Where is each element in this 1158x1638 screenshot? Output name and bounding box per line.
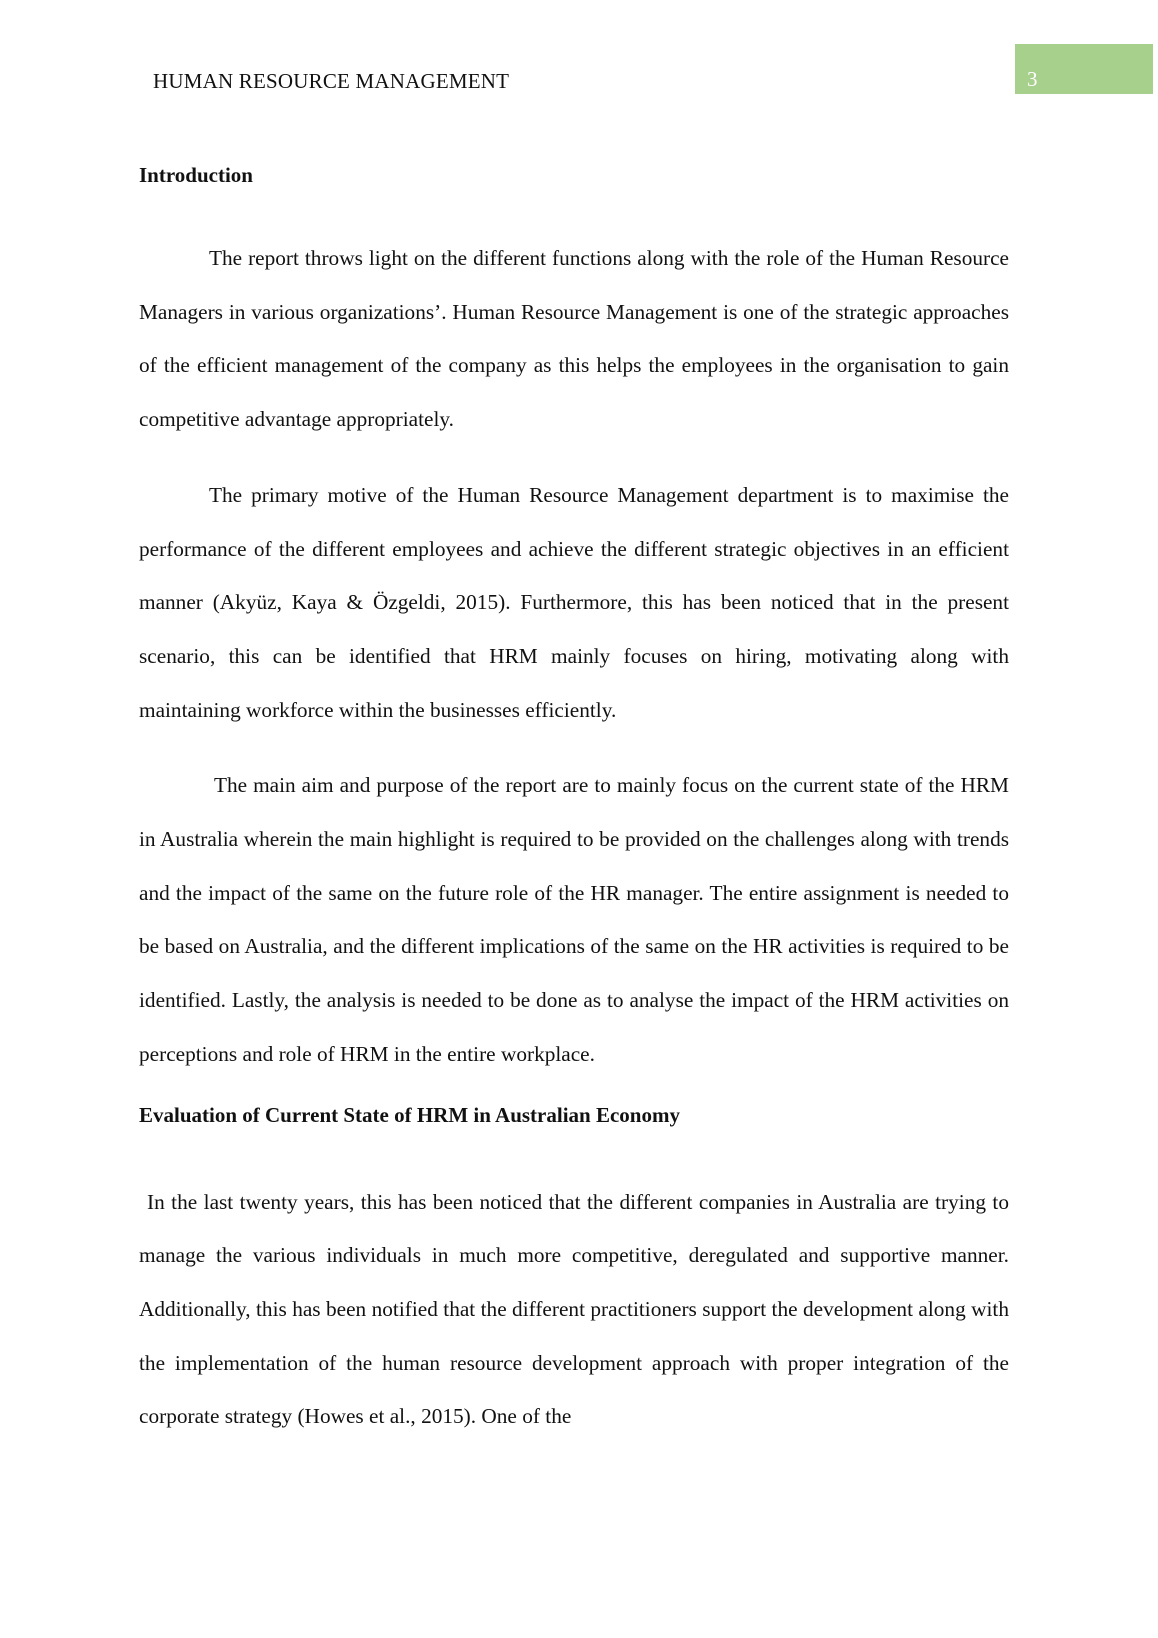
section-heading-evaluation: Evaluation of Current State of HRM in Australian Economy (139, 1102, 680, 1127)
page-number-badge (1015, 44, 1153, 94)
page-number: 3 (1027, 67, 1038, 91)
running-head: HUMAN RESOURCE MANAGEMENT (153, 69, 510, 93)
paragraph: The main aim and purpose of the report are to mainly focus on the current state of the HRM in Australia wherein the main highlight is required to be provided on the challenges along with trends and the impact of the same on the future role of the HR manager. The entire assignment is needed to be based on Australia, and the different implications of the same on the HR activities is required to be identified. Lastly, the analysis is needed to be done as to analyse the impact of the HRM activities on perceptions and role of HRM in the entire workplace. (139, 773, 1009, 1066)
section-heading-introduction: Introduction (139, 163, 253, 187)
document-body (139, 160, 1009, 1466)
paragraph: In the last twenty years, this has been noticed that the different companies in Australia are trying to manage the various individuals in much more competitive, deregulated and supportive manner. Additionally, this has been notified that the different practitioners support the development along with the implementation of the human resource development approach with proper integration of the corporate strategy (Howes et al., 2015). One of the (139, 1189, 1009, 1429)
paragraph: The report throws light on the different functions along with the role of the Human Resource Managers in various organizations’. Human Resource Management is one of the strategic approaches of the efficient management of the company as this helps the employees in the organisation to gain competitive advantage appropriately. (139, 246, 1009, 432)
paragraph: The primary motive of the Human Resource Management department is to maximise the performance of the different employees and achieve the different strategic objectives in an efficient manner (Akyüz, Kaya & Özgeldi, 2015). Furthermore, this has been noticed that in the present scenario, this can be identified that HRM mainly focuses on hiring, motivating along with maintaining workforce within the businesses efficiently. (139, 482, 1009, 722)
